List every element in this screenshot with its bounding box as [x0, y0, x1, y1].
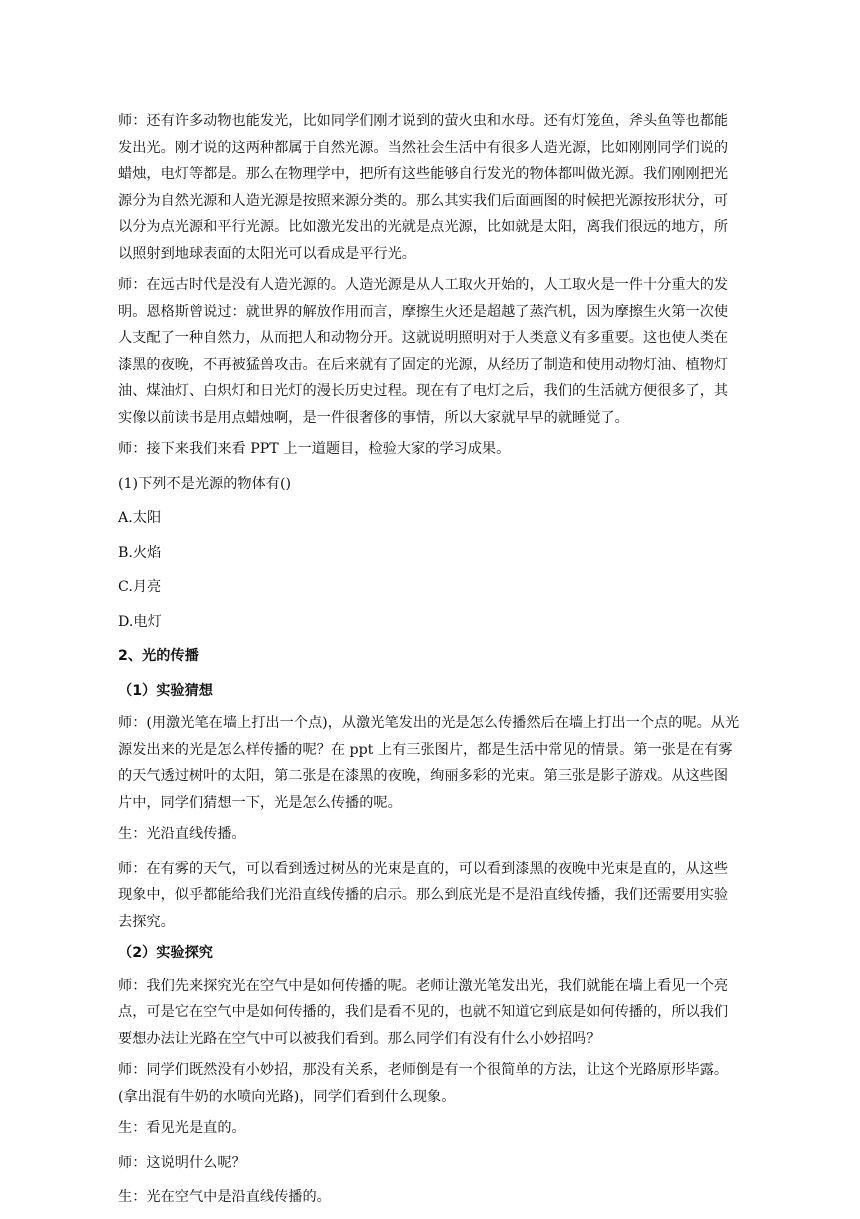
paragraph: 师：这说明什么呢？ [118, 1154, 246, 1171]
option-b: B.火焰 [118, 544, 162, 561]
option-d: D.电灯 [118, 613, 162, 630]
paragraph: 师：在远古时代是没有人造光源的。人造光源是从人工取火开始的，人工取火是一件十分重大的发明。恩格斯曾说过：就世界的解放作用而言，摩擦生火还是超越了蒸汽机，因为摩擦生火第一次使人支配了一种自然力，从而把人和动物分开。这就说明照明对于人类意义有多重要。这也使人类在漆黑的夜晚，不再被猛兽攻击。在后来就有了固定的光源，从经历了制造和使用动物灯油、植物灯油、煤油灯、白炽灯和日光灯的漫长历史过程。现在有了电灯之后，我们的生活就方便很多了，其实像以前读书是用点蜡烛啊，是一件很奢侈的事情，所以大家就早早的就睡觉了。 [118, 277, 729, 426]
paragraph: 师：还有许多动物也能发光，比如同学们刚才说到的萤火虫和水母。还有灯笼鱼，斧头鱼等也都能发出光。刚才说的这两种都属于自然光源。当然社会生活中有很多人造光源，比如刚刚同学们说的蜡烛，电灯等都是。那么在物理学中，把所有这些能够自行发光的物体都叫做光源。我们刚刚把光源分为自然光源和人造光源是按照来源分类的。那么其实我们后面画图的时候把光源按形状分，可以分为点光源和平行光源。比如激光发出的光就是点光源，比如就是太阳，离我们很远的地方，所以照射到地球表面的太阳光可以看成是平行光。 [118, 113, 729, 262]
paragraph: 师：我们先来探究光在空气中是如何传播的呢。老师让激光笔发出光，我们就能在墙上看见一个亮点，可是它在空气中是如何传播的，我们是看不见的，也就不知道它到底是如何传播的，所以我们要想办法让光路在空气中可以被我们看到。那么同学们有没有什么小妙招吗？ [118, 977, 729, 1047]
question-text: (1)下列不是光源的物体有() [118, 475, 292, 492]
paragraph: 生：光在空气中是沿直线传播的。 [118, 1189, 331, 1205]
option-a: A.太阳 [118, 510, 162, 526]
document-body [118, 108, 742, 1219]
subsection-heading: （1）实验猜想 [118, 682, 213, 699]
paragraph: 生：看见光是直的。 [118, 1120, 246, 1136]
paragraph: 生：光沿直线传播。 [118, 826, 246, 842]
subsection-heading: （2）实验探究 [118, 945, 213, 961]
section-heading: 2、光的传播 [118, 648, 199, 664]
paragraph: 师：(用激光笔在墙上打出一个点)，从激光笔发出的光是怎么传播然后在墙上打出一个点的呢。从光源发出来的光是怎么样传播的呢？在 ppt 上有三张图片，都是生活中常见的情景。第一张是在有雾的天气透过树叶的太阳，第二张是在漆黑的夜晚，绚丽多彩的光束。第三张是影子游戏。从这些图片中，同学们猜想一下，光是怎么传播的呢。 [118, 715, 740, 811]
paragraph: 师：接下来我们来看 PPT 上一道题目，检验大家的学习成果。 [118, 441, 511, 457]
paragraph: 师：同学们既然没有小妙招，那没有关系，老师倒是有一个很简单的方法，让这个光路原形毕露。(拿出混有牛奶的水喷向光路)，同学们看到什么现象。 [118, 1062, 729, 1105]
paragraph: 师：在有雾的天气，可以看到透过树丛的光束是直的，可以看到漆黑的夜晚中光束是直的，从这些现象中，似乎都能给我们光沿直线传播的启示。那么到底光是不是沿直线传播，我们还需要用实验去探究。 [118, 860, 729, 930]
option-c: C.月亮 [118, 579, 162, 595]
